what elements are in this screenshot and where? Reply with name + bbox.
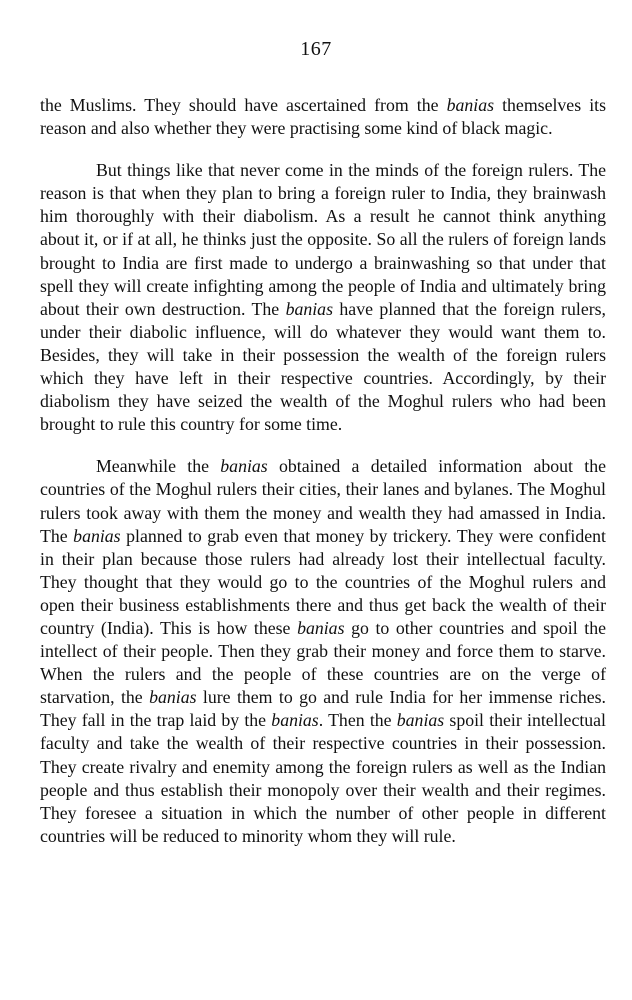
text-run: lure them to go and rule India for her immense riches. They fall in the trap laid by the — [40, 687, 606, 731]
text-run: But things like that never come in the minds of the foreign rulers. The reason is that when they plan to bring a foreign ruler to India, they brainwash him thoroughly with their diabolism. As a result he cannot think anything about it, or if at all, he thinks just the opposite. So all the rulers of foreign lands brought to India are first made to undergo a brainwashing so that under that spell they will create infighting among the people of India and ultimately bring about their own destruction. The — [40, 160, 606, 319]
italic-term: banias — [73, 525, 121, 546]
text-run: planned to grab even that money by trickery. They were confident in their plan because those rulers had already lost their intellectual faculty. They thought that they would go to the countries of the Moghul rulers and open their business establishments there and thus get back the wealth of their country (India). This is how these — [40, 525, 606, 638]
italic-term: banias — [220, 456, 268, 477]
text-run: themselves its reason and also whether they were practising some kind of black magic. — [40, 95, 606, 139]
italic-term: banias — [149, 687, 197, 708]
italic-term: banias — [297, 617, 345, 638]
paragraph-3 — [40, 455, 606, 848]
paragraph-2 — [40, 159, 606, 436]
italic-term: banias — [396, 710, 445, 731]
text-run: the Muslims. They should have ascertained from the — [40, 95, 447, 115]
text-run: go to other countries and spoil the intellect of their people. Then they grab their money and force them to starve. When the rulers and the people of these countries are on the verge of starvation, the — [40, 617, 607, 708]
italic-term: banias — [446, 95, 495, 115]
text-run: Meanwhile the — [96, 456, 221, 477]
body-text — [40, 94, 606, 848]
page-number: 167 — [300, 38, 332, 60]
paragraph-1 — [40, 94, 606, 140]
text-run: have planned that the foreign rulers, under their diabolic influence, will do whatever they would want them to. Besides, they will take in their possession the wealth of the foreign rulers which they have left in their respective countries. Accordingly, by their diabolism they have seized the wealth of the Moghul rulers who had been brought to rule this country for some time. — [40, 298, 606, 435]
text-run: obtained a detailed information about the countries of the Moghul rulers their cities, their lanes and bylanes. The Moghul rulers took away with them the money and wealth they had amassed in India. The — [40, 456, 606, 546]
italic-term: banias — [271, 710, 319, 731]
text-run: spoil their intellectual faculty and take the wealth of their respective countries in their possession. They create rivalry and enemity among the foreign rulers as well as the Indian people and thus establish their monopoly over their wealth and their regimes. They foresee a situation in which the number of other people in different countries will be reduced to minority whom they will rule. — [40, 710, 606, 846]
italic-term: banias — [285, 298, 333, 319]
text-run: . Then the — [318, 710, 397, 731]
